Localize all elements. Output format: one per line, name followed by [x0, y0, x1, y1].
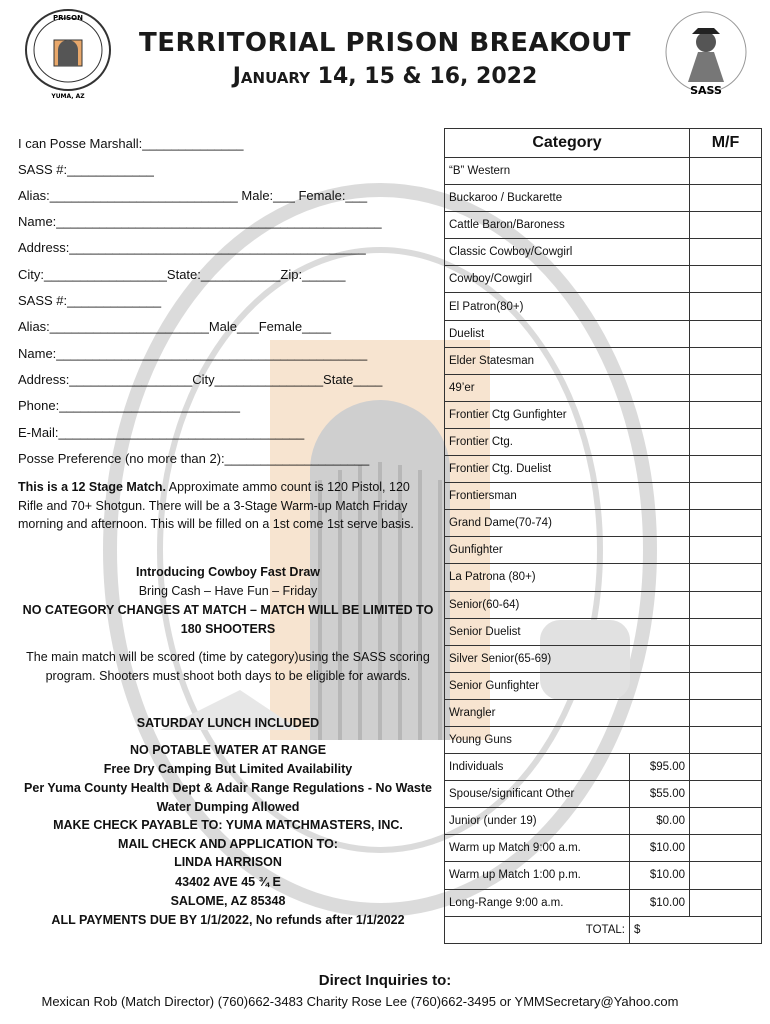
category-row: [445, 672, 762, 699]
category-table: [444, 128, 762, 944]
category-row: [445, 401, 762, 428]
total-row: [445, 916, 762, 943]
email-field[interactable]: E-Mail:__________________________________: [18, 425, 305, 440]
category-row: [445, 212, 762, 239]
mail-street: 43402 AVE 45 ¾ E: [175, 875, 281, 889]
category-row: [445, 510, 762, 537]
fee-row: [445, 862, 762, 889]
payable-notice: MAKE CHECK PAYABLE TO: YUMA MATCHMASTERS, INC.: [53, 818, 403, 832]
fee-amount: $55.00: [630, 781, 690, 808]
category-label: Cowboy/Cowgirl: [445, 266, 690, 293]
category-row: [445, 293, 762, 320]
category-row: [445, 564, 762, 591]
category-label: Grand Dame(70-74): [445, 510, 690, 537]
posse-preference-field[interactable]: Posse Preference (no more than 2):____________________: [18, 451, 370, 466]
fee-check-cell[interactable]: [690, 781, 762, 808]
mail-name: LINDA HARRISON: [174, 855, 282, 869]
category-row: [445, 347, 762, 374]
category-label: Buckaroo / Buckarette: [445, 185, 690, 212]
category-row: [445, 699, 762, 726]
category-label: El Patron(80+): [445, 293, 690, 320]
svg-text:SASS: SASS: [690, 84, 722, 97]
category-label: Cattle Baron/Baroness: [445, 212, 690, 239]
mf-cell[interactable]: [690, 401, 762, 428]
category-row: [445, 537, 762, 564]
mf-cell[interactable]: [690, 185, 762, 212]
posse-marshal-field[interactable]: I can Posse Marshall:______________: [18, 136, 244, 151]
payment-due-notice: ALL PAYMENTS DUE BY 1/1/2022, No refunds after 1/1/2022: [51, 913, 405, 927]
mf-cell[interactable]: [690, 591, 762, 618]
category-label: Frontier Ctg.: [445, 428, 690, 455]
mf-cell[interactable]: [690, 212, 762, 239]
mf-cell[interactable]: [690, 645, 762, 672]
water-notice: NO POTABLE WATER AT RANGE: [129, 743, 327, 757]
fee-amount: $95.00: [630, 754, 690, 781]
category-row: [445, 239, 762, 266]
address-field-2[interactable]: Address:_________________City_______________State____: [18, 372, 383, 387]
category-label: Frontiersman: [445, 483, 690, 510]
total-label: TOTAL:: [445, 916, 630, 943]
category-label: Duelist: [445, 320, 690, 347]
mf-cell[interactable]: [690, 618, 762, 645]
regulations-notice: Per Yuma County Health Dept & Adair Range Regulations - No Waste Water Dumping Allowed: [24, 781, 432, 814]
fee-amount: $10.00: [630, 862, 690, 889]
phone-field[interactable]: Phone:_________________________: [18, 398, 240, 413]
mf-cell[interactable]: [690, 537, 762, 564]
sass-number-field[interactable]: SASS #:____________: [18, 162, 154, 177]
territorial-prison-logo: [22, 6, 114, 100]
fee-label: Warm up Match 9:00 a.m.: [445, 835, 630, 862]
fee-check-cell[interactable]: [690, 862, 762, 889]
category-header: Category: [445, 129, 690, 158]
fee-label: Spouse/significant Other: [445, 781, 630, 808]
fee-amount: $10.00: [630, 835, 690, 862]
mf-cell[interactable]: [690, 239, 762, 266]
fee-row: [445, 835, 762, 862]
fast-draw-sub: Bring Cash – Have Fun – Friday: [138, 584, 318, 598]
page-title: TERRITORIAL PRISON BREAKOUT: [138, 28, 632, 58]
mf-cell[interactable]: [690, 699, 762, 726]
mf-cell[interactable]: [690, 726, 762, 753]
mf-cell[interactable]: [690, 456, 762, 483]
mf-cell[interactable]: [690, 428, 762, 455]
category-row: [445, 726, 762, 753]
event-date: January 14, 15 & 16, 2022: [232, 64, 538, 89]
category-row: [445, 266, 762, 293]
fee-amount: $0.00: [630, 808, 690, 835]
mf-header: M/F: [690, 129, 762, 158]
mail-notice: MAIL CHECK AND APPLICATION TO:: [118, 837, 338, 851]
category-row: [445, 374, 762, 401]
category-label: Wrangler: [445, 699, 690, 726]
mail-city: SALOME, AZ 85348: [170, 894, 286, 908]
fee-row: [445, 781, 762, 808]
lunch-notice: SATURDAY LUNCH INCLUDED: [136, 716, 320, 730]
category-label: Senior(60-64): [445, 591, 690, 618]
total-value[interactable]: $: [630, 916, 762, 943]
fast-draw-title: Introducing Cowboy Fast Draw: [135, 565, 321, 579]
fee-row: [445, 754, 762, 781]
name-field-2[interactable]: Name:___________________________________________: [18, 346, 368, 361]
mf-cell[interactable]: [690, 483, 762, 510]
category-label: La Patrona (80+): [445, 564, 690, 591]
category-row: [445, 483, 762, 510]
fee-label: Individuals: [445, 754, 630, 781]
category-label: Frontier Ctg. Duelist: [445, 456, 690, 483]
mf-cell[interactable]: [690, 374, 762, 401]
no-category-change-notice: NO CATEGORY CHANGES AT MATCH – MATCH WILL BE LIMITED TO 180 SHOOTERS: [22, 603, 434, 636]
category-label: Elder Statesman: [445, 347, 690, 374]
mf-cell[interactable]: [690, 158, 762, 185]
mf-cell[interactable]: [690, 293, 762, 320]
name-field[interactable]: Name:_____________________________________________: [18, 214, 382, 229]
fee-label: Junior (under 19): [445, 808, 630, 835]
city-state-zip-field[interactable]: City:_________________State:___________Zip:______: [18, 267, 346, 282]
fee-check-cell[interactable]: [690, 808, 762, 835]
category-label: Frontier Ctg Gunfighter: [445, 401, 690, 428]
address-field[interactable]: Address:_________________________________________: [18, 240, 366, 255]
svg-text:YUMA, AZ: YUMA, AZ: [51, 93, 85, 100]
mf-cell[interactable]: [690, 266, 762, 293]
mf-cell[interactable]: [690, 564, 762, 591]
fee-check-cell[interactable]: [690, 835, 762, 862]
category-label: Silver Senior(65-69): [445, 645, 690, 672]
category-label: Young Guns: [445, 726, 690, 753]
category-label: Senior Duelist: [445, 618, 690, 645]
scoring-info: The main match will be scored (time by category)using the SASS scoring program. Shooters must shoot both days to be eligible for awards.: [26, 650, 430, 683]
fee-row: [445, 808, 762, 835]
mf-cell[interactable]: [690, 672, 762, 699]
category-row: [445, 158, 762, 185]
alias-field-2[interactable]: Alias:______________________Male___Female____: [18, 319, 331, 334]
svg-text:PRISON: PRISON: [53, 14, 83, 22]
inquiries-contacts: Mexican Rob (Match Director) (760)662-3483 Charity Rose Lee (760)662-3495 or YMMSecretary@Yahoo.com: [41, 994, 679, 1009]
category-row: [445, 591, 762, 618]
sass-number-field-2[interactable]: SASS #:_____________: [18, 293, 162, 308]
fee-label: Long-Range 9:00 a.m.: [445, 889, 630, 916]
category-label: Senior Gunfighter: [445, 672, 690, 699]
category-row: [445, 185, 762, 212]
category-label: “B” Western: [445, 158, 690, 185]
category-label: 49’er: [445, 374, 690, 401]
fee-check-cell[interactable]: [690, 754, 762, 781]
sass-logo: [658, 6, 754, 100]
category-label: Classic Cowboy/Cowgirl: [445, 239, 690, 266]
fee-amount: $10.00: [630, 889, 690, 916]
category-row: [445, 618, 762, 645]
mf-cell[interactable]: [690, 347, 762, 374]
category-row: [445, 456, 762, 483]
alias-field[interactable]: Alias:__________________________ Male:___ Female:___: [18, 188, 368, 203]
category-row: [445, 320, 762, 347]
fee-check-cell[interactable]: [690, 889, 762, 916]
camping-notice: Free Dry Camping But Limited Availability: [103, 762, 353, 776]
category-label: Gunfighter: [445, 537, 690, 564]
category-row: [445, 645, 762, 672]
mf-cell[interactable]: [690, 510, 762, 537]
inquiries-heading: Direct Inquiries to:: [318, 972, 452, 989]
fee-label: Warm up Match 1:00 p.m.: [445, 862, 630, 889]
fee-row: [445, 889, 762, 916]
category-row: [445, 428, 762, 455]
mf-cell[interactable]: [690, 320, 762, 347]
stage-info: This is a 12 Stage Match. Approximate ammo count is 120 Pistol, 120 Rifle and 70+ Shotgun. There will be a 3-Stage Warm-up Match Friday morning and afternoon. This will be filled on a 1st come 1st serve basis.: [18, 480, 414, 531]
